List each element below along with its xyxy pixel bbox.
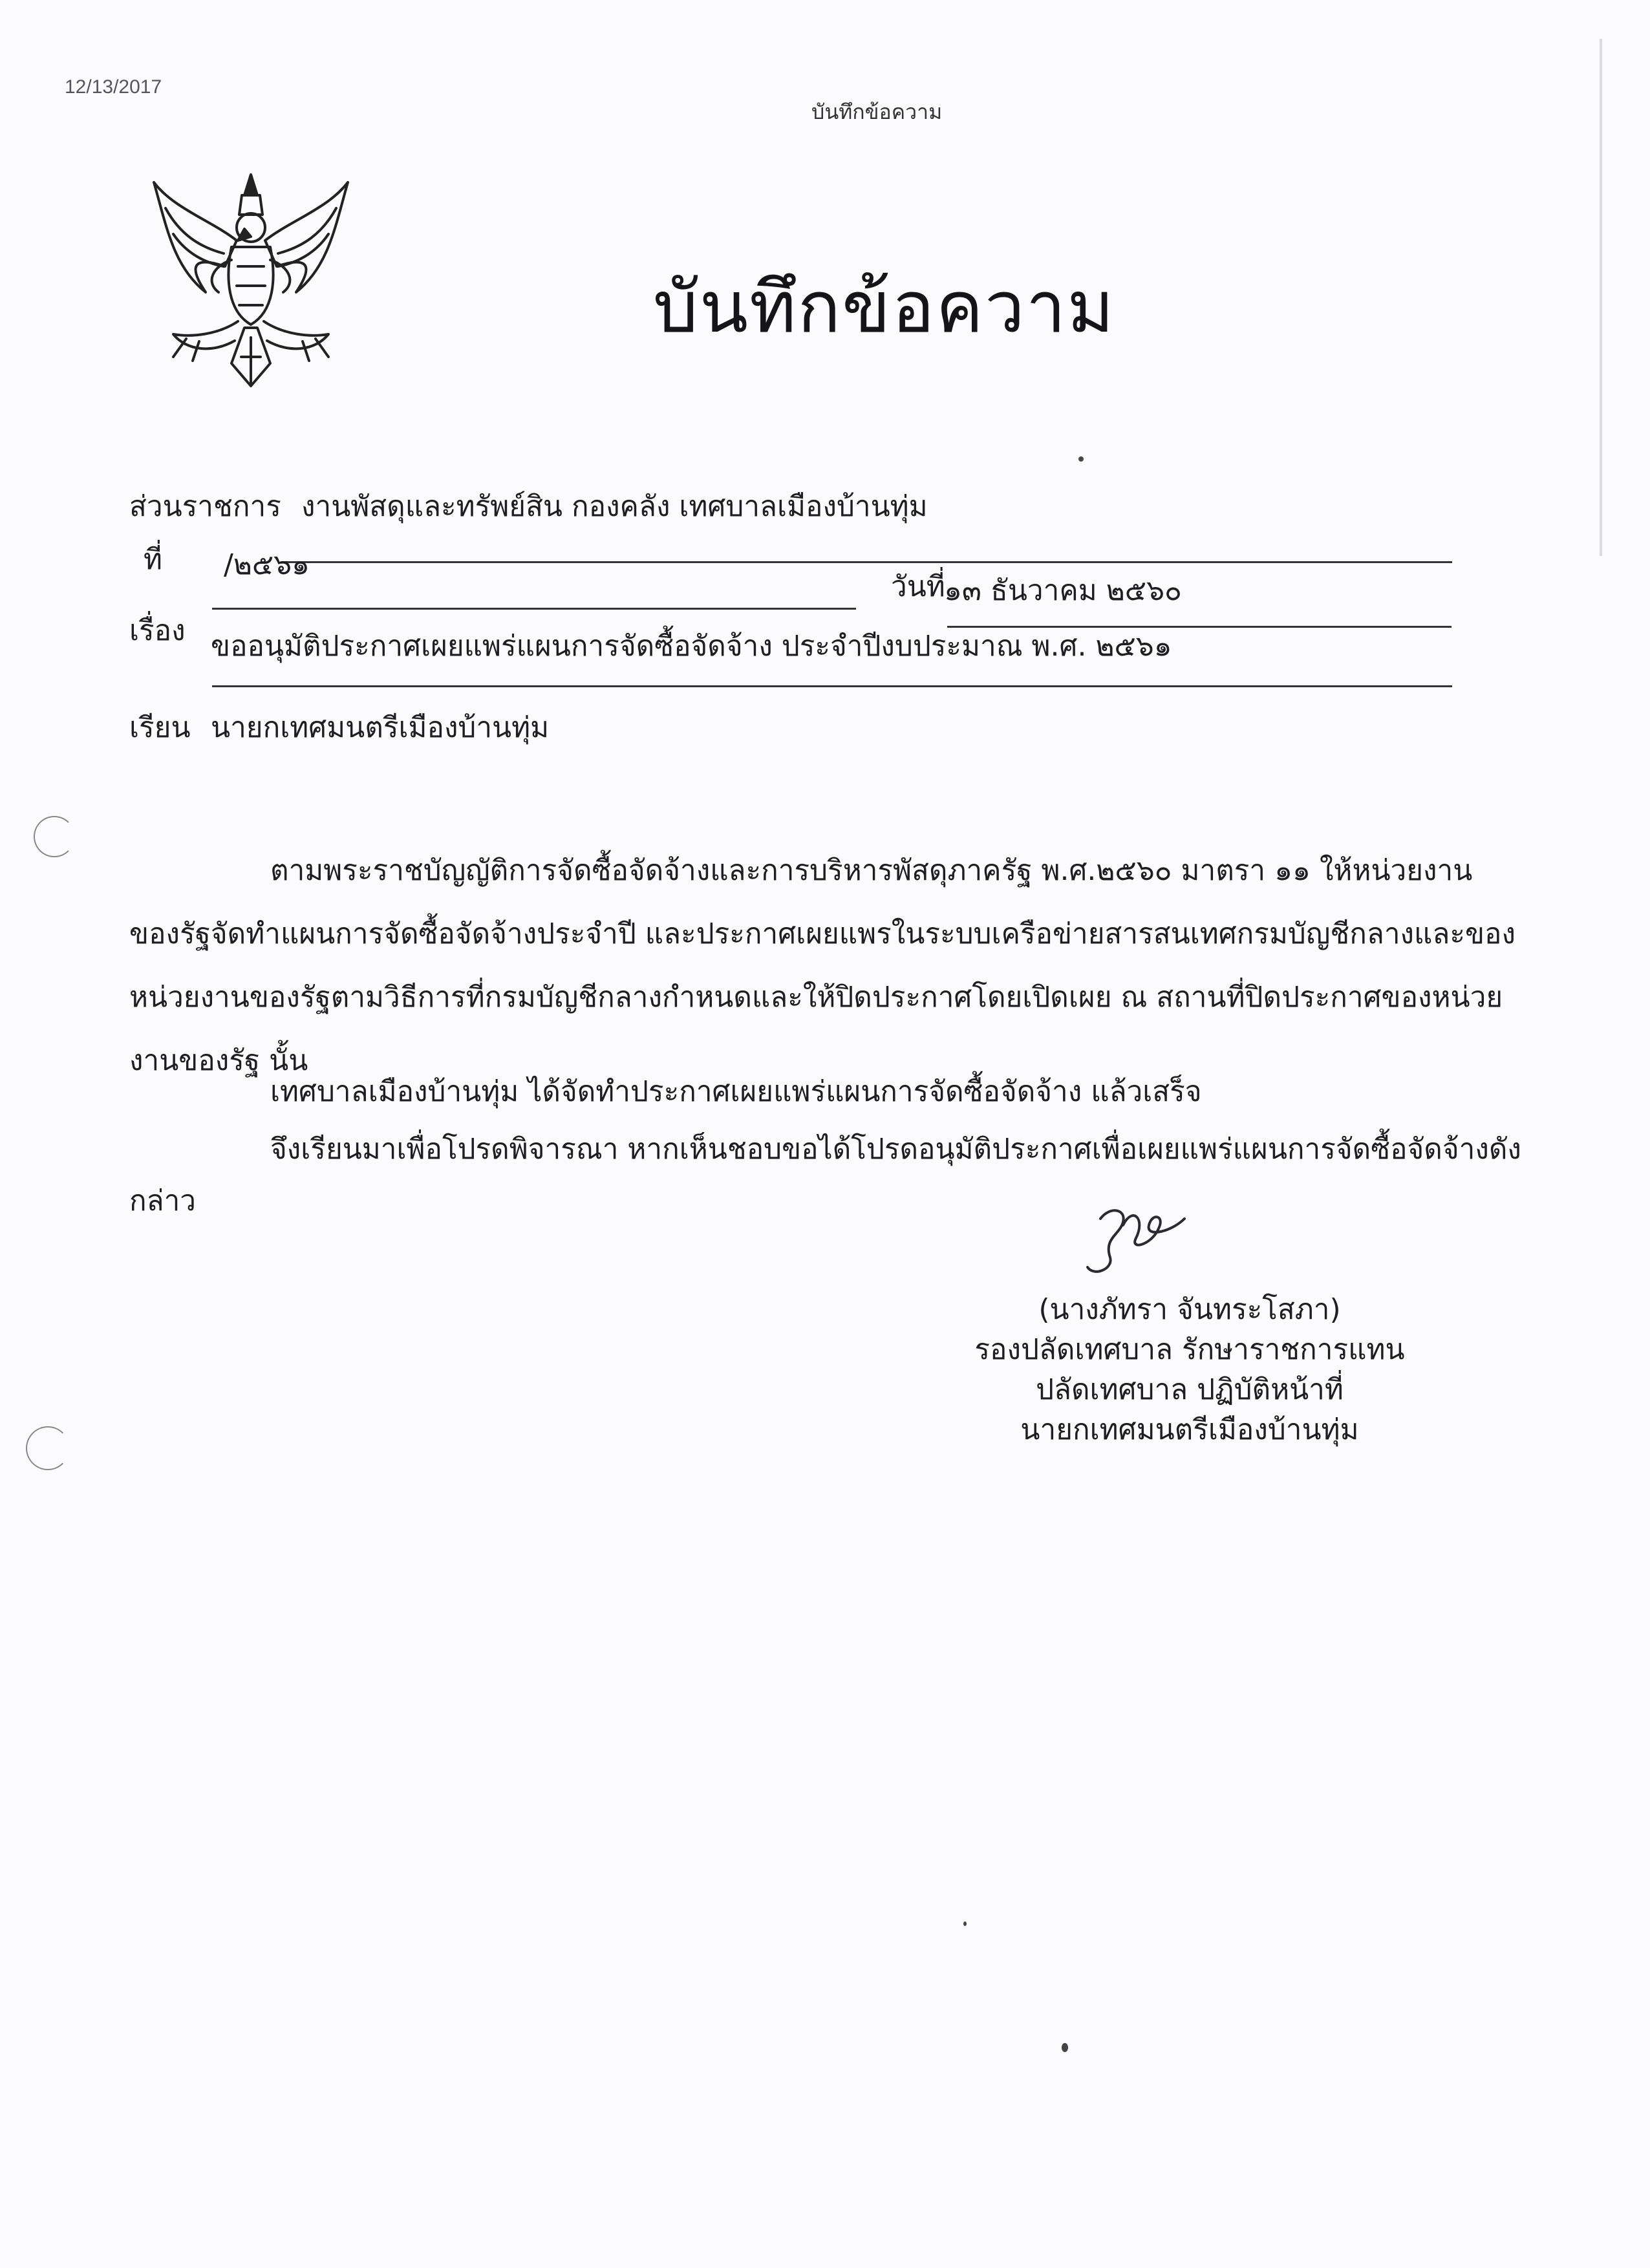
- subject-rule: [212, 685, 1452, 687]
- body-paragraph-3: [129, 1124, 1521, 1227]
- number-label: ที่: [144, 543, 163, 576]
- paragraph-1-line: หน่วยงานของรัฐตามวิธีการที่กรมบัญชีกลางกำหนดและให้ปิดประกาศโดยเปิดเผย ณ สถานที่ปิดประกาศของหน่วย: [129, 981, 1503, 1014]
- date-value: ๑๓ ธันวาคม ๒๕๖๐: [944, 574, 1182, 607]
- signer-position-2: ปลัดเทศบาล ปฏิบัติหน้าที่: [1036, 1373, 1344, 1406]
- paragraph-3-line: จึงเรียนมาเพื่อโปรดพิจารณา หากเห็นชอบขอได้โปรดอนุมัติประกาศเพื่อเผยแพร่แผนการจัดซื้อจัดจ้างดัง: [270, 1133, 1521, 1166]
- signer-block: [963, 1290, 1416, 1450]
- scan-edge-shadow: [1600, 39, 1602, 556]
- date-label: วันที่: [891, 570, 945, 603]
- agency-value: งานพัสดุและทรัพย์สิน กองคลัง เทศบาลเมืองบ้านทุ่ม: [301, 490, 928, 523]
- salutation-label: เรียน: [129, 711, 191, 744]
- page-header-title: บันทึกข้อความ: [811, 100, 943, 124]
- scan-speck: [1062, 2043, 1068, 2052]
- paragraph-1-line: ของรัฐจัดทำแผนการจัดซื้อจัดจ้างประจำปี และประกาศเผยแพรในระบบเครือข่ายสารสนเทศกรมบัญชีกลางและของ: [129, 917, 1516, 950]
- salutation-value: นายกเทศมนตรีเมืองบ้านทุ่ม: [211, 711, 550, 744]
- paragraph-3-line: กล่าว: [129, 1184, 197, 1217]
- garuda-emblem-icon: [147, 169, 354, 396]
- body-paragraph-1: [129, 839, 1516, 1093]
- subject-value: ขออนุมัติประกาศเผยแพร่แผนการจัดซื้อจัดจ้าง ประจำปีงบประมาณ พ.ศ. ๒๕๖๑: [211, 630, 1172, 663]
- handwritten-signature-icon: [1075, 1193, 1197, 1283]
- punch-hole-mark: [26, 1426, 70, 1470]
- paragraph-1-line: ตามพระราชบัญญัติการจัดซื้อจัดจ้างและการบริหารพัสดุภาครัฐ พ.ศ.๒๕๖๐ มาตรา ๑๑ ให้หน่วยงาน: [270, 854, 1473, 887]
- number-value: /๒๕๖๑: [224, 548, 310, 581]
- scan-speck: [1078, 456, 1084, 462]
- subject-label: เรื่อง: [129, 614, 186, 647]
- number-rule: [212, 608, 856, 610]
- agency-label: ส่วนราชการ: [129, 490, 281, 523]
- scan-speck: [963, 1921, 967, 1926]
- document-title: บันทึกข้อความ: [653, 266, 1116, 348]
- punch-hole-mark: [34, 816, 75, 857]
- paragraph-2-line: เทศบาลเมืองบ้านทุ่ม ได้จัดทำประกาศเผยแพร่แผนการจัดซื้อจัดจ้าง แล้วเสร็จ: [270, 1075, 1202, 1108]
- signer-position-3: นายกเทศมนตรีเมืองบ้านทุ่ม: [1020, 1413, 1359, 1446]
- print-date-stamp: 12/13/2017: [65, 76, 162, 98]
- paragraph-1-line: งานของรัฐ นั้น: [129, 1044, 308, 1077]
- body-paragraph-2: [129, 1060, 1435, 1124]
- agency-rule: [283, 561, 1452, 563]
- signer-name: (นางภัทรา จันทระโสภา): [1038, 1293, 1341, 1326]
- signer-position-1: รองปลัดเทศบาล รักษาราชการแทน: [974, 1333, 1405, 1366]
